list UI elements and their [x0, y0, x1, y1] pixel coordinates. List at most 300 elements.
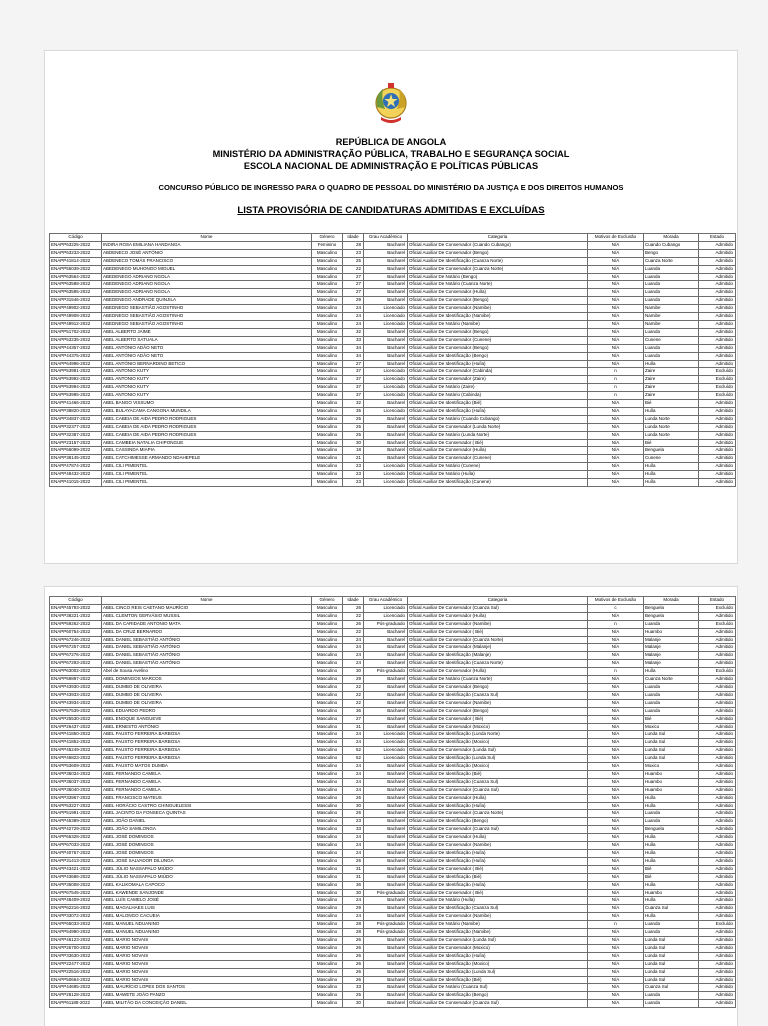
degree-cell: Bacharel	[364, 455, 408, 463]
document-page-1	[44, 50, 738, 564]
status-cell: Admitido	[699, 699, 736, 707]
age-cell: 27	[343, 273, 364, 281]
code-cell: ENAPP63233-2022	[50, 249, 102, 257]
exclusion-reason-cell: N/A	[588, 683, 644, 691]
age-cell: 24	[343, 850, 364, 858]
name-cell: ABEL CINCO REIS CAETANO MAURÍCIO	[102, 604, 312, 612]
table-row	[50, 400, 736, 408]
category-cell: Oficial Auxiliar De Conservador ( Bié)	[408, 889, 588, 897]
address-cell: Huíla	[644, 842, 699, 850]
exclusion-reason-cell: N/A	[588, 447, 644, 455]
category-cell: Oficial Auxiliar De Conservador (Bengo)	[408, 344, 588, 352]
address-cell: Luanda	[644, 289, 699, 297]
code-cell: ENAPP31413-2022	[50, 857, 102, 865]
address-cell: Lunda Norte	[644, 423, 699, 431]
age-cell: 27	[343, 281, 364, 289]
category-cell: Oficial Auxiliar De Identificação (Huíla)	[408, 407, 588, 415]
table-row	[50, 265, 736, 273]
status-cell: Excluído	[699, 376, 736, 384]
gender-cell: Masculino	[312, 336, 343, 344]
exclusion-reason-cell: N/A	[588, 778, 644, 786]
gender-cell: Masculino	[312, 936, 343, 944]
address-cell: Luanda	[644, 273, 699, 281]
code-cell: ENAPP63595-2022	[50, 289, 102, 297]
contest-title: CONCURSO PÚBLICO DE INGRESSO PARA O QUADRO DE PESSOAL DO MINISTÉRIO DA JUSTIÇA E DOS DIREITOS HUMANOS	[158, 183, 624, 192]
address-cell: Huambo	[644, 786, 699, 794]
exclusion-reason-cell: N/A	[588, 699, 644, 707]
degree-cell: Bacharel	[364, 707, 408, 715]
table-row	[50, 786, 736, 794]
exclusion-reason-cell: N/A	[588, 865, 644, 873]
category-cell: Oficial Auxiliar De Notário (Namibe)	[408, 320, 588, 328]
name-cell: ABEL ANTONIO KUTY	[102, 376, 312, 384]
name-cell: ABEL JOSÉ SALVADOR DILUNGA	[102, 857, 312, 865]
table-row	[50, 636, 736, 644]
code-cell: ENAPP40767-2022	[50, 850, 102, 858]
code-cell: ENAPP26700-2022	[50, 944, 102, 952]
table-row	[50, 699, 736, 707]
gender-cell: Masculino	[312, 431, 343, 439]
name-cell: ABEL JOSÉ DOMINGOS	[102, 842, 312, 850]
age-cell: 23	[343, 479, 364, 487]
gender-cell: Masculino	[312, 731, 343, 739]
column-header-address: Morada	[644, 597, 699, 605]
age-cell: 36	[343, 707, 364, 715]
age-cell: 24	[343, 897, 364, 905]
category-cell: Oficial Auxiliar De Conservador (Namibe)	[408, 620, 588, 628]
gender-cell: Masculino	[312, 691, 343, 699]
degree-cell: Bacharel	[364, 289, 408, 297]
degree-cell: Bacharel	[364, 699, 408, 707]
table-row	[50, 944, 736, 952]
exclusion-reason-cell: N/A	[588, 786, 644, 794]
category-cell: Oficial Auxiliar De Conservador (Namibe)	[408, 305, 588, 313]
age-cell: 37	[343, 368, 364, 376]
table-row	[50, 644, 736, 652]
status-cell: Admitido	[699, 644, 736, 652]
table-row	[50, 676, 736, 684]
age-cell: 24	[343, 644, 364, 652]
code-cell: ENAPP53994-2022	[50, 384, 102, 392]
gender-cell: Masculino	[312, 628, 343, 636]
name-cell: ABEL ANTONIO KUTY	[102, 384, 312, 392]
name-cell: ABEL KAWENDE SANJONDE	[102, 889, 312, 897]
code-cell: ENAPP67545-2022	[50, 889, 102, 897]
category-cell: Oficial Auxiliar De Notário (Cabinda)	[408, 392, 588, 400]
degree-cell: Bacharel	[364, 810, 408, 818]
code-cell: ENAPP41852-2022	[50, 739, 102, 747]
status-cell: Admitido	[699, 463, 736, 471]
age-cell: 30	[343, 1000, 364, 1008]
column-header-degree: Grau Académico	[364, 234, 408, 242]
degree-cell: Bacharel	[364, 431, 408, 439]
exclusion-reason-cell: N/A	[588, 984, 644, 992]
code-cell: ENAPP62216-2022	[50, 905, 102, 913]
degree-cell: Bacharel	[364, 249, 408, 257]
age-cell: 24	[343, 652, 364, 660]
degree-cell: Bacharel	[364, 984, 408, 992]
table-row	[50, 612, 736, 620]
exclusion-reason-cell: N/A	[588, 707, 644, 715]
table-row	[50, 471, 736, 479]
gender-cell: Masculino	[312, 360, 343, 368]
exclusion-reason-cell: N/A	[588, 850, 644, 858]
status-cell: Admitido	[699, 297, 736, 305]
gender-cell: Masculino	[312, 897, 343, 905]
degree-cell: Bacharel	[364, 439, 408, 447]
status-cell: Admitido	[699, 400, 736, 408]
age-cell: 26	[343, 794, 364, 802]
category-cell: Oficial Auxiliar De Conservador ( Bié)	[408, 439, 588, 447]
code-cell: ENAPP51702-2022	[50, 328, 102, 336]
exclusion-reason-cell: N/A	[588, 612, 644, 620]
name-cell: ABEL CABEIA DE AIDA PEDRO RODRIGUES	[102, 415, 312, 423]
status-cell: Admitido	[699, 479, 736, 487]
gender-cell: Masculino	[312, 273, 343, 281]
degree-cell: Bacharel	[364, 360, 408, 368]
age-cell: 22	[343, 683, 364, 691]
coat-of-arms-emblem	[371, 81, 411, 127]
age-cell: 22	[343, 691, 364, 699]
address-cell: Cuanza Sul	[644, 905, 699, 913]
address-cell: Huíla	[644, 360, 699, 368]
column-header-address: Morada	[644, 234, 699, 242]
category-cell: Oficial Auxiliar De Identificação (Bié)	[408, 770, 588, 778]
name-cell: ABEDENEGO ANDRADE QUINJILA	[102, 297, 312, 305]
code-cell: ENAPP53227-2022	[50, 802, 102, 810]
exclusion-reason-cell: N/A	[588, 289, 644, 297]
gender-cell: Masculino	[312, 778, 343, 786]
degree-cell: Licenciado	[364, 479, 408, 487]
address-cell: Lunda Sul	[644, 960, 699, 968]
status-cell: Admitido	[699, 676, 736, 684]
code-cell: ENAPP59897-2022	[50, 676, 102, 684]
age-cell: 24	[343, 739, 364, 747]
status-cell: Admitido	[699, 778, 736, 786]
category-cell: Oficial Auxiliar De Conservador (Huíla)	[408, 612, 588, 620]
name-cell: ABEL FAUSTO FERREIRA BARBOSA	[102, 731, 312, 739]
table-row	[50, 328, 736, 336]
category-cell: Oficial Auxiliar De Conservador (Zaire)	[408, 376, 588, 384]
category-cell: Oficial Auxiliar De Identificação (Huíla)	[408, 857, 588, 865]
table-row	[50, 376, 736, 384]
category-cell: Oficial Auxiliar De Identificação (Moxico)	[408, 763, 588, 771]
category-cell: Oficial Auxiliar De Identificação (Lunda Norte)	[408, 731, 588, 739]
address-cell: Bié	[644, 873, 699, 881]
column-header-code: Código	[50, 597, 102, 605]
category-cell: Oficial Auxiliar De Conservador (Huíla)	[408, 447, 588, 455]
gender-cell: Masculino	[312, 612, 343, 620]
status-cell: Admitido	[699, 992, 736, 1000]
school-title: ESCOLA NACIONAL DE ADMINISTRAÇÃO E POLÍTICAS PÚBLICAS	[243, 161, 539, 171]
gender-cell: Masculino	[312, 407, 343, 415]
degree-cell: Licenciado	[364, 755, 408, 763]
status-cell: Admitido	[699, 352, 736, 360]
address-cell: Malanje	[644, 652, 699, 660]
age-cell: 37	[343, 384, 364, 392]
code-cell: ENAPP41850-2022	[50, 731, 102, 739]
address-cell: Luanda	[644, 281, 699, 289]
name-cell: ABEL MARIO NOVAIS	[102, 952, 312, 960]
age-cell: 32	[343, 400, 364, 408]
address-cell: Luanda	[644, 929, 699, 937]
code-cell: ENAPP63588-2022	[50, 281, 102, 289]
code-cell: ENAPP67257-2022	[50, 644, 102, 652]
status-cell: Admitido	[699, 731, 736, 739]
code-cell: ENAPP44695-2022	[50, 984, 102, 992]
column-header-status: Estado	[699, 234, 736, 242]
category-cell: Oficial Auxiliar De Conservador (Cunene)	[408, 336, 588, 344]
name-cell: ABEL FAUSTO FERREIRA BARBOSA	[102, 755, 312, 763]
gender-cell: Masculino	[312, 368, 343, 376]
table-row	[50, 668, 736, 676]
category-cell: Oficial Auxiliar De Identificação (Huíla)	[408, 881, 588, 889]
status-cell: Admitido	[699, 265, 736, 273]
address-cell: Huíla	[644, 463, 699, 471]
exclusion-reason-cell: N/A	[588, 897, 644, 905]
table-row	[50, 770, 736, 778]
degree-cell: Bacharel	[364, 794, 408, 802]
code-cell: ENAPP36034-2022	[50, 770, 102, 778]
column-header-name: Nome	[102, 597, 312, 605]
address-cell: Luanda	[644, 921, 699, 929]
table-row	[50, 826, 736, 834]
address-cell: Benguela	[644, 826, 699, 834]
exclusion-reason-cell: N/A	[588, 463, 644, 471]
code-cell: ENAPP48409-2022	[50, 897, 102, 905]
degree-cell: Bacharel	[364, 691, 408, 699]
table-row	[50, 818, 736, 826]
table-row	[50, 281, 736, 289]
table-row	[50, 936, 736, 944]
code-cell: ENAPP63564-2022	[50, 273, 102, 281]
name-cell: ABEDNEGO SEBASTIÃO AGOSTINHO	[102, 320, 312, 328]
name-cell: ABEL FAUSTO FERREIRA BARBOSA	[102, 739, 312, 747]
category-cell: Oficial Auxiliar De Notário (Huíla)	[408, 897, 588, 905]
address-cell: Huíla	[644, 407, 699, 415]
gender-cell: Masculino	[312, 455, 343, 463]
table-row	[50, 360, 736, 368]
address-cell: Huíla	[644, 668, 699, 676]
age-cell: 31	[343, 723, 364, 731]
name-cell: Abel de Sousa Avelino	[102, 668, 312, 676]
code-cell: ENAPP55039-2022	[50, 265, 102, 273]
address-cell: Huíla	[644, 881, 699, 889]
age-cell: 26	[343, 936, 364, 944]
status-cell: Admitido	[699, 913, 736, 921]
code-cell: ENAPP63225-2022	[50, 241, 102, 249]
gender-cell: Masculino	[312, 320, 343, 328]
degree-cell: Bacharel	[364, 447, 408, 455]
degree-cell: Bacharel	[364, 873, 408, 881]
name-cell: INDIRA ROSA EMILIANA HANDANGA	[102, 241, 312, 249]
table-row	[50, 921, 736, 929]
address-cell: Benguela	[644, 612, 699, 620]
table-row	[50, 336, 736, 344]
gender-cell: Masculino	[312, 281, 343, 289]
code-cell: ENAPP59262-2022	[50, 620, 102, 628]
age-cell: 36	[343, 881, 364, 889]
status-cell: Admitido	[699, 889, 736, 897]
degree-cell: Bacharel	[364, 352, 408, 360]
category-cell: Oficial Auxiliar De Notário (Cuando Cubango)	[408, 415, 588, 423]
name-cell: ABEL ANTÓNIO ADÃO NETO	[102, 352, 312, 360]
name-cell: ABEL JÚLIO NASSAPALO MIÚDO	[102, 865, 312, 873]
gender-cell: Masculino	[312, 786, 343, 794]
gender-cell: Masculino	[312, 763, 343, 771]
status-cell: Admitido	[699, 968, 736, 976]
age-cell: 32	[343, 328, 364, 336]
address-cell: Luanda	[644, 691, 699, 699]
code-cell: ENAPP44375-2022	[50, 352, 102, 360]
table-row	[50, 660, 736, 668]
category-cell: Oficial Auxiliar De Conservador (Bengo)	[408, 297, 588, 305]
degree-cell: Licenciado	[364, 612, 408, 620]
status-cell: Excluído	[699, 384, 736, 392]
gender-cell: Masculino	[312, 471, 343, 479]
exclusion-reason-cell: N/A	[588, 471, 644, 479]
gender-cell: Masculino	[312, 826, 343, 834]
status-cell: Excluído	[699, 668, 736, 676]
exclusion-reason-cell: N/A	[588, 960, 644, 968]
degree-cell: Bacharel	[364, 273, 408, 281]
name-cell: ABEL FRANCISCO MATEUS	[102, 794, 312, 802]
degree-cell: Bacharel	[364, 968, 408, 976]
table-row	[50, 289, 736, 297]
age-cell: 24	[343, 731, 364, 739]
status-cell: Admitido	[699, 960, 736, 968]
exclusion-reason-cell: N/A	[588, 881, 644, 889]
exclusion-reason-cell: N/A	[588, 415, 644, 423]
status-cell: Admitido	[699, 755, 736, 763]
gender-cell: Masculino	[312, 699, 343, 707]
code-cell: ENAPP33072-2022	[50, 913, 102, 921]
age-cell: 22	[343, 265, 364, 273]
age-cell: 23	[343, 249, 364, 257]
status-cell: Admitido	[699, 897, 736, 905]
gender-cell: Masculino	[312, 352, 343, 360]
status-cell: Admitido	[699, 455, 736, 463]
status-cell: Admitido	[699, 336, 736, 344]
list-title: LISTA PROVISÓRIA DE CANDIDATURAS ADMITIDAS E EXCLUÍDAS	[237, 205, 545, 216]
name-cell: ABEL DANIEL SEBASTIÃO ANTÓNIO	[102, 660, 312, 668]
exclusion-reason-cell: c	[588, 604, 644, 612]
name-cell: ABDENECO TOMÁS FRANCISCO	[102, 257, 312, 265]
address-cell: Luanda	[644, 1000, 699, 1008]
degree-cell: Licenciado	[364, 320, 408, 328]
degree-cell: Pós-graduado	[364, 921, 408, 929]
name-cell: ABEL DOMINGOS MARCOS	[102, 676, 312, 684]
gender-cell: Masculino	[312, 660, 343, 668]
status-cell: Admitido	[699, 865, 736, 873]
gender-cell: Masculino	[312, 921, 343, 929]
category-cell: Oficial Auxiliar De Identificação (Cuanza Sul)	[408, 905, 588, 913]
exclusion-reason-cell: N/A	[588, 265, 644, 273]
degree-cell: Bacharel	[364, 936, 408, 944]
table-header-row	[50, 234, 736, 242]
address-cell: Huíla	[644, 794, 699, 802]
degree-cell: Bacharel	[364, 913, 408, 921]
gender-cell: Masculino	[312, 850, 343, 858]
category-cell: Oficial Auxiliar De Conservador (Cuando Cubango)	[408, 241, 588, 249]
exclusion-reason-cell: N/A	[588, 628, 644, 636]
category-cell: Oficial Auxiliar De Identificação (Namibe)	[408, 929, 588, 937]
name-cell: ABEL CILI PIMENTEL	[102, 471, 312, 479]
code-cell: ENAPP36037-2022	[50, 778, 102, 786]
address-cell: Cuanza Sul	[644, 984, 699, 992]
name-cell: ABEDNEGO SEBASTIÃO AGOSTINHO	[102, 313, 312, 321]
gender-cell: Masculino	[312, 683, 343, 691]
table-row	[50, 455, 736, 463]
address-cell: Lunda Sul	[644, 747, 699, 755]
code-cell: ENAPP31546-2022	[50, 297, 102, 305]
code-cell: ENAPP48432-2022	[50, 471, 102, 479]
category-cell: Oficial Auxiliar De Identificação (Cuanza Sul)	[408, 778, 588, 786]
status-cell: Admitido	[699, 281, 736, 289]
exclusion-reason-cell: N/A	[588, 439, 644, 447]
table-row	[50, 241, 736, 249]
status-cell: Admitido	[699, 423, 736, 431]
address-cell: Bié	[644, 439, 699, 447]
table-row	[50, 794, 736, 802]
category-cell: Oficial Auxiliar De Identificação (Huíla)	[408, 952, 588, 960]
status-cell: Admitido	[699, 360, 736, 368]
address-cell: Bié	[644, 715, 699, 723]
degree-cell: Bacharel	[364, 786, 408, 794]
category-cell: Oficial Auxiliar De Identificação (Moxico)	[408, 960, 588, 968]
degree-cell: Bacharel	[364, 897, 408, 905]
address-cell: Luanda	[644, 297, 699, 305]
address-cell: Luanda	[644, 707, 699, 715]
degree-cell: Bacharel	[364, 328, 408, 336]
code-cell: ENAPP34837-2022	[50, 415, 102, 423]
gender-cell: Masculino	[312, 715, 343, 723]
document-header	[45, 51, 737, 216]
gender-cell: Masculino	[312, 305, 343, 313]
status-cell: Admitido	[699, 850, 736, 858]
category-cell: Oficial Auxiliar De Conservador (Cabinda)	[408, 368, 588, 376]
status-cell: Admitido	[699, 652, 736, 660]
category-cell: Oficial Auxiliar De Notário (Cunene)	[408, 463, 588, 471]
age-cell: 24	[343, 842, 364, 850]
column-header-exclusion-reason: Motivos de Exclusão	[588, 234, 644, 242]
name-cell: ABEL ENOQUE SANGUEVE	[102, 715, 312, 723]
address-cell: Lunda Sul	[644, 944, 699, 952]
name-cell: ABEL JOSÉ DOMINGOS	[102, 834, 312, 842]
table-row	[50, 976, 736, 984]
degree-cell: Bacharel	[364, 944, 408, 952]
exclusion-reason-cell: N/A	[588, 936, 644, 944]
exclusion-reason-cell: N/A	[588, 360, 644, 368]
age-cell: 30	[343, 802, 364, 810]
gender-cell: Masculino	[312, 834, 343, 842]
gender-cell: Masculino	[312, 929, 343, 937]
exclusion-reason-cell: N/A	[588, 1000, 644, 1008]
code-cell: ENAPP43421-2022	[50, 865, 102, 873]
gender-cell: Masculino	[312, 463, 343, 471]
name-cell: ABEL DANIEL SEBASTIÃO ANTÓNIO	[102, 652, 312, 660]
candidates-table-2	[49, 596, 736, 1008]
name-cell: ABEL JOSÉ DOMINGOS	[102, 850, 312, 858]
age-cell: 26	[343, 976, 364, 984]
status-cell: Admitido	[699, 320, 736, 328]
category-cell: Oficial Auxiliar De Conservador (Bengo)	[408, 707, 588, 715]
degree-cell: Bacharel	[364, 715, 408, 723]
gender-cell: Masculino	[312, 794, 343, 802]
name-cell: ABEL MARIO NOVAIS	[102, 944, 312, 952]
status-cell: Admitido	[699, 328, 736, 336]
degree-cell: Licenciado	[364, 313, 408, 321]
